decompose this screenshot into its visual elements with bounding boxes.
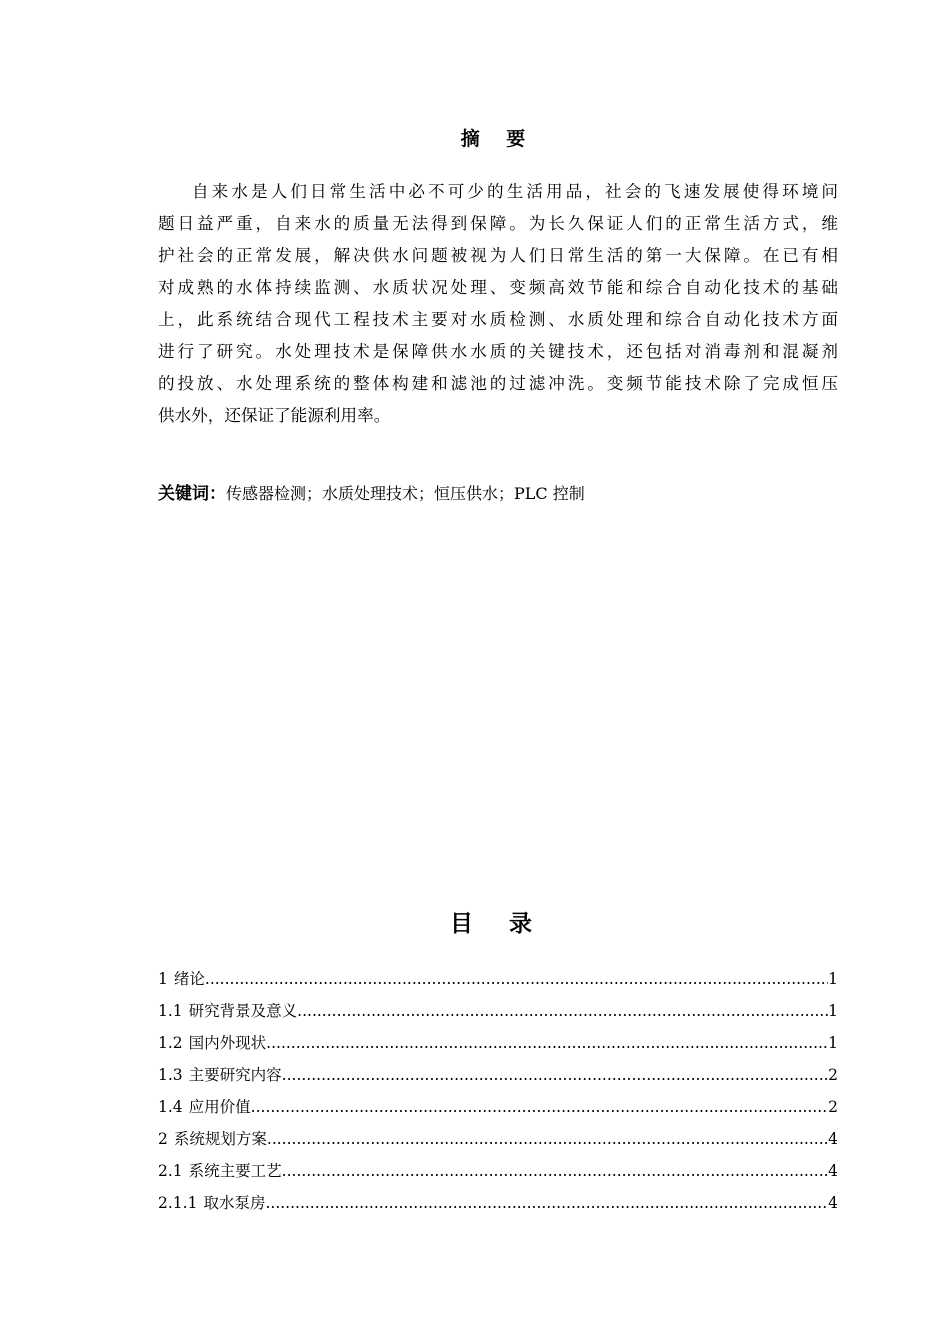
abstract-line: 供水外，还保证了能源利用率。 [158, 406, 391, 425]
toc-entry-page: 1 [828, 970, 838, 988]
toc-entry-number: 1.3 [158, 1066, 183, 1084]
toc-title: 目 录 [449, 911, 546, 937]
toc-entry-title: 主要研究内容 [188, 1066, 282, 1084]
toc-entry-title: 国内外现状 [188, 1034, 267, 1052]
toc-leader-dots [266, 1027, 828, 1059]
toc-leader-dots [297, 995, 828, 1027]
toc-entry-title: 取水泵房 [203, 1194, 266, 1212]
abstract-line: 上，此系统结合现代工程技术主要对水质检测、水质处理和综合自动化技术方面 [158, 310, 838, 329]
abstract-line: 自来水是人们日常生活中必不可少的生活用品，社会的飞速发展使得环境问 [192, 182, 838, 201]
toc-leader-dots [267, 1123, 828, 1155]
toc-leader-dots [205, 963, 828, 995]
abstract-line: 题日益严重，自来水的质量无法得到保障。为长久保证人们的正常生活方式，维 [158, 214, 838, 233]
toc-entry-number: 2.1 [158, 1162, 183, 1180]
toc-entry-number: 1.2 [158, 1034, 183, 1052]
toc-entry-number: 1.1 [158, 1002, 183, 1020]
toc-entry-title: 研究背景及意义 [188, 1002, 298, 1020]
toc-entry-title: 绪论 [173, 970, 205, 988]
toc-entry-number: 2 [158, 1130, 168, 1148]
abstract-line: 护社会的正常发展，解决供水问题被视为人们日常生活的第一大保障。在已有相 [158, 246, 838, 265]
toc-entry-title: 系统主要工艺 [188, 1162, 282, 1180]
toc-entry[interactable] [158, 1091, 838, 1123]
toc-entry-page: 4 [828, 1130, 838, 1148]
toc-entry-page: 1 [828, 1002, 838, 1020]
toc-entry[interactable] [158, 963, 838, 995]
abstract-line: 的投放、水处理系统的整体构建和滤池的过滤冲洗。变频节能技术除了完成恒压 [158, 374, 838, 393]
keywords-label: 关键词： [158, 484, 226, 504]
abstract-body [158, 176, 838, 432]
toc-entry-title: 系统规划方案 [173, 1130, 267, 1148]
toc-entry[interactable] [158, 995, 838, 1027]
toc-entry-number: 1.4 [158, 1098, 183, 1116]
toc-entry-page: 1 [828, 1034, 838, 1052]
toc-entry[interactable] [158, 1123, 838, 1155]
toc-entry-page: 2 [828, 1066, 838, 1084]
toc-leader-dots [251, 1091, 828, 1123]
toc-entry-title: 应用价值 [188, 1098, 251, 1116]
toc-entry[interactable] [158, 1059, 838, 1091]
toc-entry-page: 4 [828, 1162, 838, 1180]
toc-entry-number: 2.1.1 [158, 1194, 198, 1212]
toc-entry-page: 4 [828, 1194, 838, 1212]
abstract-title: 摘 要 [460, 128, 536, 150]
toc-leader-dots [282, 1155, 828, 1187]
keywords [158, 480, 585, 508]
toc-entry-number: 1 [158, 970, 168, 988]
keywords-value: 传感器检测；水质处理技术；恒压供水；PLC 控制 [226, 484, 585, 503]
toc-entry-page: 2 [828, 1098, 838, 1116]
toc-entry[interactable] [158, 1155, 838, 1187]
toc-entry[interactable] [158, 1027, 838, 1059]
abstract-line: 对成熟的水体持续监测、水质状况处理、变频高效节能和综合自动化技术的基础 [158, 278, 838, 297]
toc-leader-dots [282, 1059, 828, 1091]
toc-leader-dots [265, 1187, 828, 1219]
toc-entry[interactable] [158, 1187, 838, 1219]
abstract-line: 进行了研究。水处理技术是保障供水水质的关键技术，还包括对消毒剂和混凝剂 [158, 342, 838, 361]
table-of-contents [158, 963, 838, 1219]
